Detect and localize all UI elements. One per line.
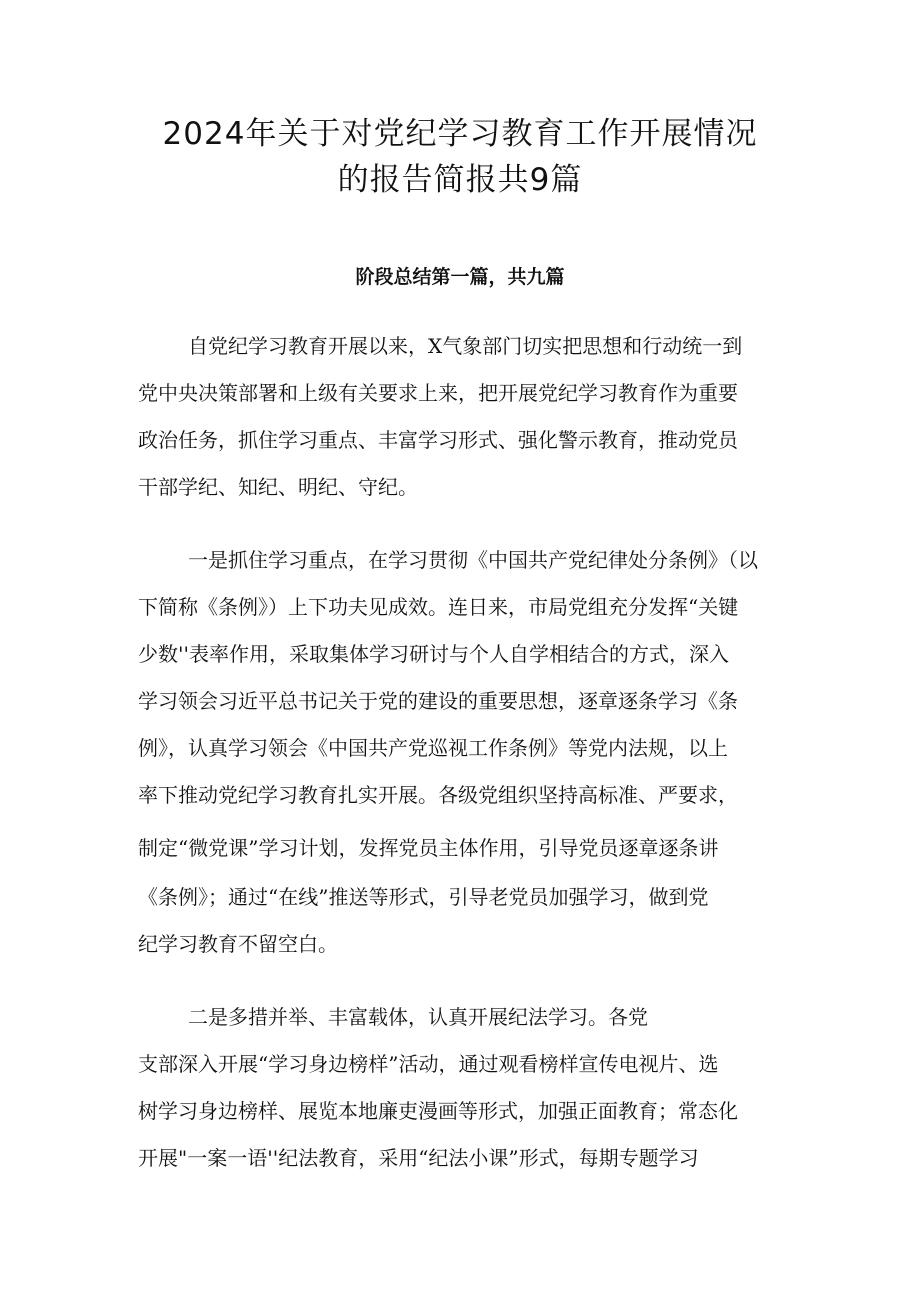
paragraph-1-line-1: 自党纪学习教育开展以来，X气象部门切实把思想和行动统一到 <box>188 334 743 358</box>
paragraph-2-line-9: 纪学习教育不留空白。 <box>138 932 338 956</box>
paragraph-3-line-4: 开展"一案一语''纪法教育，采用“纪法小课”形式，每期专题学习 <box>138 1146 699 1170</box>
section-heading: 阶段总结第一篇，共九篇 <box>355 266 565 288</box>
paragraph-2-line-8: 《条例》；通过“在线”推送等形式，引导老党员加强学习，做到党 <box>138 885 709 909</box>
paragraph-1-line-3: 政治任务，抓住学习重点、丰富学习形式、强化警示教育，推动党员 <box>138 428 738 452</box>
paragraph-2-line-3: 少数''表率作用，采取集体学习研讨与个人自学相结合的方式，深入 <box>138 642 729 666</box>
paragraph-1-line-4: 干部学纪、知纪、明纪、守纪。 <box>138 475 418 499</box>
paragraph-2-line-7: 制定“微党课”学习计划，发挥党员主体作用，引导党员逐章逐条讲 <box>138 836 719 860</box>
paragraph-3-line-2: 支部深入开展“学习身边榜样”活动，通过观看榜样宣传电视片、选 <box>138 1052 719 1076</box>
paragraph-3-line-3: 树学习身边榜样、展览本地廉吏漫画等形式，加强正面教育；常态化 <box>138 1099 738 1123</box>
paragraph-1-line-2: 党中央决策部署和上级有关要求上来，把开展党纪学习教育作为重要 <box>138 381 738 405</box>
paragraph-2-line-6: 率下推动党纪学习教育扎实开展。各级党组织坚持高标准、严要求， <box>138 783 738 807</box>
paragraph-2-line-5: 例》，认真学习领会《中国共产党巡视工作条例》等党内法规，以上 <box>138 736 728 760</box>
paragraph-2-line-4: 学习领会习近平总书记关于党的建设的重要思想，逐章逐条学习《条 <box>138 689 738 713</box>
paragraph-3-line-1: 二是多措并举、丰富载体，认真开展纪法学习。各党 <box>188 1005 648 1029</box>
document-title-line-1: 2024年关于对党纪学习教育工作开展情况 <box>162 116 758 152</box>
paragraph-2-line-2: 下简称《条例》）上下功夫见成效。连日来，市局党组充分发挥“关键 <box>138 595 739 619</box>
paragraph-2-line-1: 一是抓住学习重点，在学习贯彻《中国共产党纪律处分条例》（以 <box>188 548 758 572</box>
document-title-line-2: 的报告简报共9篇 <box>337 162 583 198</box>
